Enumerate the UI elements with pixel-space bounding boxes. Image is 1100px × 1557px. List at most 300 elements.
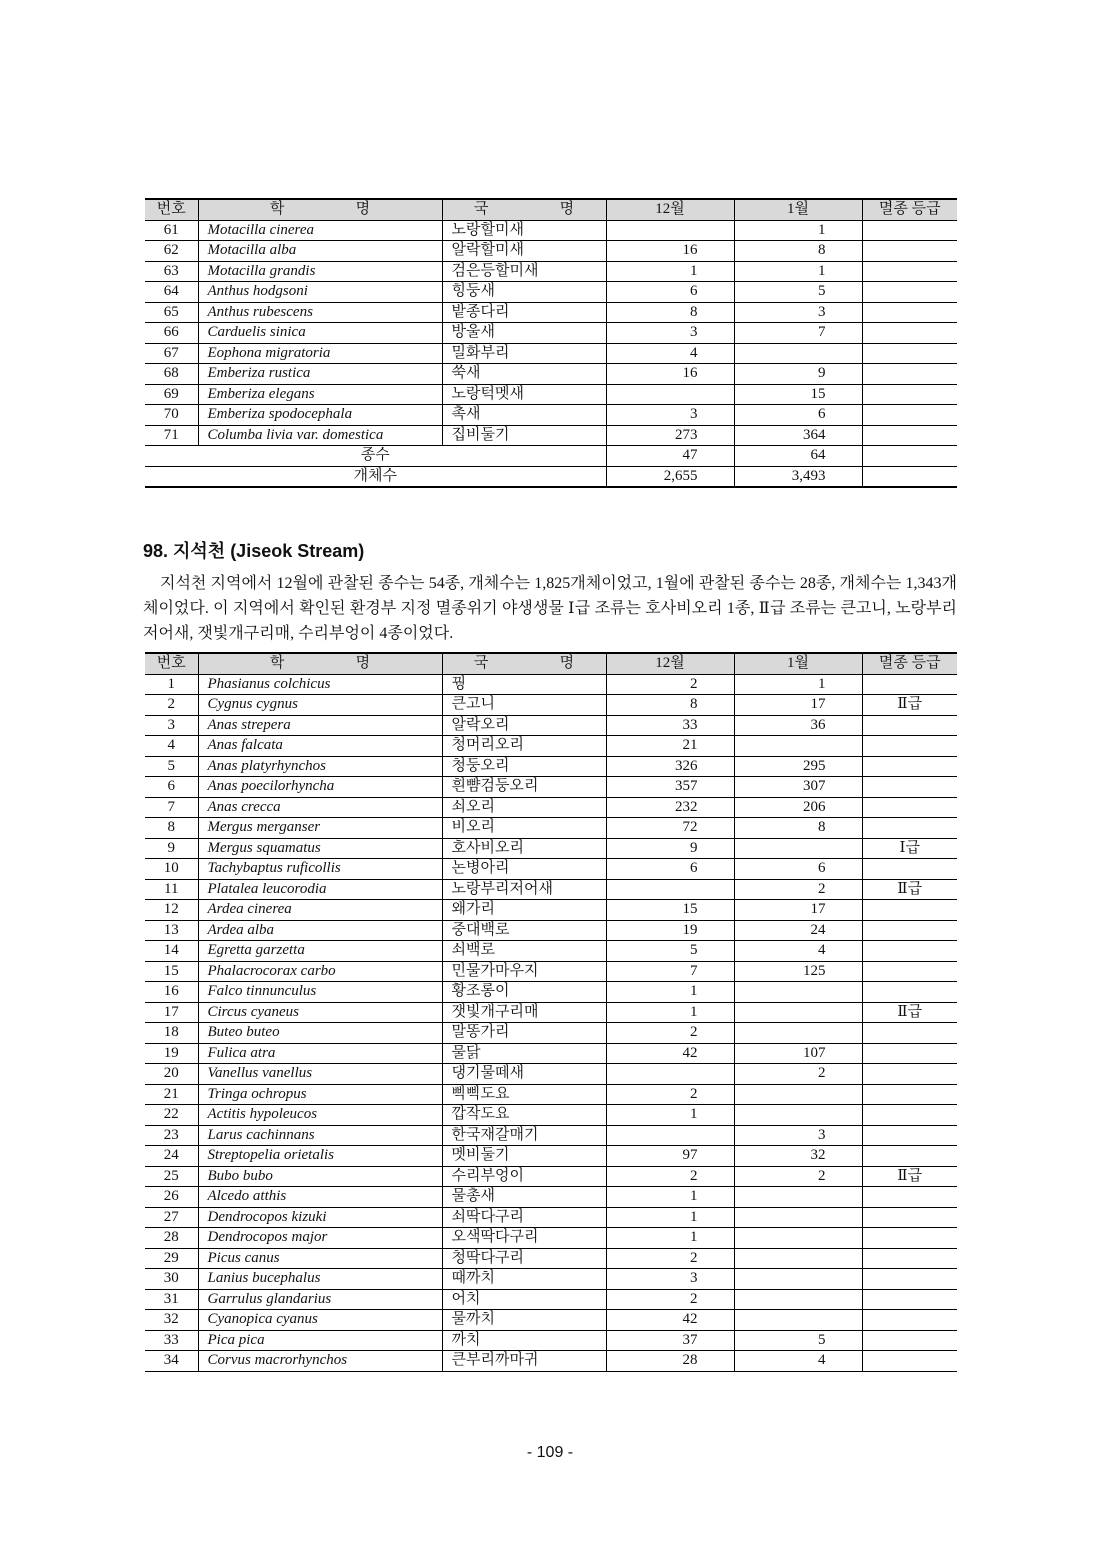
cell-december-count: 357	[606, 777, 734, 798]
cell-december-count	[606, 1125, 734, 1146]
cell-december-count: 1	[606, 1207, 734, 1228]
cell-january-count	[734, 1105, 862, 1126]
cell-january-count: 6	[734, 405, 862, 426]
page-number: - 109 -	[526, 1444, 574, 1461]
table-row	[145, 1064, 957, 1085]
cell-grade: Ⅱ급	[862, 879, 957, 900]
cell-grade	[862, 818, 957, 839]
cell-scientific-name: Dendrocopos major	[198, 1228, 442, 1249]
table-row	[145, 961, 957, 982]
cell-december-count: 5	[606, 941, 734, 962]
cell-december-count: 1	[606, 1228, 734, 1249]
cell-korean-name: 꿩	[442, 674, 606, 695]
table-row	[145, 302, 957, 323]
cell-december-count	[606, 220, 734, 241]
header-january: 1월	[734, 653, 862, 674]
cell-grade	[862, 961, 957, 982]
cell-january-count: 2	[734, 1064, 862, 1085]
cell-grade	[862, 1269, 957, 1290]
cell-january-count: 1	[734, 261, 862, 282]
total-grade	[862, 466, 957, 487]
cell-january-count: 1	[734, 674, 862, 695]
cell-january-count: 32	[734, 1146, 862, 1167]
cell-number: 10	[145, 859, 198, 880]
cell-number: 5	[145, 756, 198, 777]
cell-december-count	[606, 1064, 734, 1085]
cell-grade	[862, 1330, 957, 1351]
cell-january-count: 2	[734, 1166, 862, 1187]
cell-korean-name: 비오리	[442, 818, 606, 839]
cell-grade	[862, 1146, 957, 1167]
cell-number: 32	[145, 1310, 198, 1331]
table-row	[145, 941, 957, 962]
cell-number: 1	[145, 674, 198, 695]
cell-korean-name: 쇠오리	[442, 797, 606, 818]
header-grade: 멸종 등급	[862, 199, 957, 220]
table-row	[145, 736, 957, 757]
cell-scientific-name: Motacilla alba	[198, 241, 442, 262]
total-grade	[862, 446, 957, 467]
header-december: 12월	[606, 199, 734, 220]
total-december: 47	[606, 446, 734, 467]
cell-korean-name: 알락할미새	[442, 241, 606, 262]
cell-january-count: 17	[734, 695, 862, 716]
cell-korean-name: 댕기물떼새	[442, 1064, 606, 1085]
cell-number: 24	[145, 1146, 198, 1167]
table-row	[145, 1228, 957, 1249]
cell-january-count: 125	[734, 961, 862, 982]
cell-january-count: 5	[734, 282, 862, 303]
cell-january-count: 36	[734, 715, 862, 736]
cell-december-count: 16	[606, 241, 734, 262]
cell-grade	[862, 261, 957, 282]
section-paragraph: 지석천 지역에서 12월에 관찰된 종수는 54종, 개체수는 1,825개체이었고, 1월에 관찰된 종수는 28종, 개체수는 1,343개체이었다. 이 지역에서 확인된 환경부 지정 멸종위기 야생생물 Ⅰ급 조류는 호사비오리 1종, Ⅱ급 조류는 큰고니, 노랑부리저어새, 잿빛개구리매, 수리부엉이 4종이었다.	[143, 575, 957, 642]
table-row	[145, 879, 957, 900]
table-row	[145, 1351, 957, 1372]
cell-december-count: 2	[606, 1084, 734, 1105]
cell-number: 3	[145, 715, 198, 736]
cell-korean-name: 수리부엉이	[442, 1166, 606, 1187]
cell-grade	[862, 1207, 957, 1228]
cell-january-count: 8	[734, 818, 862, 839]
cell-korean-name: 노랑부리저어새	[442, 879, 606, 900]
cell-december-count: 8	[606, 302, 734, 323]
cell-grade	[862, 674, 957, 695]
cell-scientific-name: Fulica atra	[198, 1043, 442, 1064]
cell-grade	[862, 405, 957, 426]
cell-number: 7	[145, 797, 198, 818]
cell-number: 15	[145, 961, 198, 982]
cell-number: 27	[145, 1207, 198, 1228]
cell-korean-name: 힝둥새	[442, 282, 606, 303]
cell-grade	[862, 1105, 957, 1126]
cell-grade	[862, 715, 957, 736]
cell-december-count: 1	[606, 261, 734, 282]
cell-number: 71	[145, 425, 198, 446]
table-row	[145, 261, 957, 282]
table-row	[145, 1146, 957, 1167]
header-grade: 멸종 등급	[862, 653, 957, 674]
cell-january-count: 107	[734, 1043, 862, 1064]
cell-number: 68	[145, 364, 198, 385]
cell-korean-name: 삑삑도요	[442, 1084, 606, 1105]
cell-korean-name: 쇠백로	[442, 941, 606, 962]
cell-december-count: 8	[606, 695, 734, 716]
section-heading: 98. 지석천 (Jiseok Stream)	[143, 541, 365, 561]
cell-korean-name: 민물가마우지	[442, 961, 606, 982]
cell-december-count: 6	[606, 859, 734, 880]
cell-scientific-name: Tachybaptus ruficollis	[198, 859, 442, 880]
cell-december-count: 42	[606, 1310, 734, 1331]
cell-december-count: 3	[606, 405, 734, 426]
cell-number: 26	[145, 1187, 198, 1208]
header-scientific-name: 학 명	[198, 653, 442, 674]
cell-january-count	[734, 1023, 862, 1044]
cell-january-count	[734, 1269, 862, 1290]
table-row	[145, 282, 957, 303]
cell-korean-name: 물까치	[442, 1310, 606, 1331]
cell-scientific-name: Emberiza rustica	[198, 364, 442, 385]
table-row	[145, 405, 957, 426]
header-number: 번호	[145, 199, 198, 220]
cell-january-count: 7	[734, 323, 862, 344]
cell-january-count: 1	[734, 220, 862, 241]
cell-number: 69	[145, 384, 198, 405]
cell-scientific-name: Eophona migratoria	[198, 343, 442, 364]
species-table-previous	[145, 198, 957, 488]
cell-number: 25	[145, 1166, 198, 1187]
cell-grade	[862, 1228, 957, 1249]
cell-grade	[862, 797, 957, 818]
cell-korean-name: 집비둘기	[442, 425, 606, 446]
cell-number: 28	[145, 1228, 198, 1249]
header-december: 12월	[606, 653, 734, 674]
cell-scientific-name: Buteo buteo	[198, 1023, 442, 1044]
cell-december-count: 97	[606, 1146, 734, 1167]
cell-grade	[862, 343, 957, 364]
cell-grade	[862, 1310, 957, 1331]
cell-scientific-name: Emberiza spodocephala	[198, 405, 442, 426]
cell-scientific-name: Anthus rubescens	[198, 302, 442, 323]
cell-korean-name: 왜가리	[442, 900, 606, 921]
cell-korean-name: 노랑턱멧새	[442, 384, 606, 405]
cell-december-count: 15	[606, 900, 734, 921]
cell-december-count: 2	[606, 674, 734, 695]
cell-december-count: 72	[606, 818, 734, 839]
table-header-row	[145, 199, 957, 220]
cell-scientific-name: Streptopelia orietalis	[198, 1146, 442, 1167]
cell-scientific-name: Pica pica	[198, 1330, 442, 1351]
cell-korean-name: 알락오리	[442, 715, 606, 736]
cell-december-count	[606, 384, 734, 405]
cell-korean-name: 노랑할미새	[442, 220, 606, 241]
table-row	[145, 1084, 957, 1105]
table-row	[145, 715, 957, 736]
cell-scientific-name: Actitis hypoleucos	[198, 1105, 442, 1126]
cell-scientific-name: Tringa ochropus	[198, 1084, 442, 1105]
table-row	[145, 982, 957, 1003]
cell-grade: Ⅰ급	[862, 838, 957, 859]
cell-grade	[862, 1289, 957, 1310]
table-row	[145, 425, 957, 446]
cell-grade: Ⅱ급	[862, 695, 957, 716]
cell-january-count	[734, 838, 862, 859]
cell-december-count: 4	[606, 343, 734, 364]
cell-korean-name: 방울새	[442, 323, 606, 344]
cell-number: 9	[145, 838, 198, 859]
cell-december-count: 1	[606, 982, 734, 1003]
cell-number: 65	[145, 302, 198, 323]
table-row	[145, 384, 957, 405]
cell-december-count: 1	[606, 1187, 734, 1208]
cell-korean-name: 청머리오리	[442, 736, 606, 757]
cell-scientific-name: Ardea alba	[198, 920, 442, 941]
table-row	[145, 797, 957, 818]
cell-scientific-name: Columba livia var. domestica	[198, 425, 442, 446]
table-row	[145, 920, 957, 941]
cell-grade	[862, 777, 957, 798]
cell-december-count: 3	[606, 1269, 734, 1290]
cell-grade	[862, 756, 957, 777]
cell-january-count: 8	[734, 241, 862, 262]
cell-number: 33	[145, 1330, 198, 1351]
cell-number: 22	[145, 1105, 198, 1126]
cell-january-count	[734, 1310, 862, 1331]
cell-january-count	[734, 1248, 862, 1269]
cell-number: 20	[145, 1064, 198, 1085]
cell-korean-name: 어치	[442, 1289, 606, 1310]
cell-january-count: 5	[734, 1330, 862, 1351]
cell-scientific-name: Ardea cinerea	[198, 900, 442, 921]
cell-number: 2	[145, 695, 198, 716]
cell-number: 29	[145, 1248, 198, 1269]
cell-scientific-name: Motacilla grandis	[198, 261, 442, 282]
cell-korean-name: 밀화부리	[442, 343, 606, 364]
cell-number: 6	[145, 777, 198, 798]
cell-grade	[862, 384, 957, 405]
table-row	[145, 1105, 957, 1126]
cell-december-count: 37	[606, 1330, 734, 1351]
cell-scientific-name: Larus cachinnans	[198, 1125, 442, 1146]
cell-grade	[862, 900, 957, 921]
cell-scientific-name: Mergus squamatus	[198, 838, 442, 859]
table-row	[145, 1330, 957, 1351]
cell-number: 18	[145, 1023, 198, 1044]
cell-january-count	[734, 982, 862, 1003]
cell-scientific-name: Anthus hodgsoni	[198, 282, 442, 303]
cell-korean-name: 멧비둘기	[442, 1146, 606, 1167]
cell-number: 64	[145, 282, 198, 303]
cell-scientific-name: Anas poecilorhyncha	[198, 777, 442, 798]
cell-number: 4	[145, 736, 198, 757]
cell-scientific-name: Emberiza elegans	[198, 384, 442, 405]
cell-january-count: 4	[734, 941, 862, 962]
cell-december-count: 33	[606, 715, 734, 736]
cell-korean-name: 물닭	[442, 1043, 606, 1064]
cell-grade	[862, 364, 957, 385]
table-row	[145, 900, 957, 921]
table-row	[145, 1248, 957, 1269]
cell-grade	[862, 941, 957, 962]
cell-number: 31	[145, 1289, 198, 1310]
cell-grade	[862, 1248, 957, 1269]
cell-scientific-name: Falco tinnunculus	[198, 982, 442, 1003]
cell-scientific-name: Cyanopica cyanus	[198, 1310, 442, 1331]
cell-scientific-name: Garrulus glandarius	[198, 1289, 442, 1310]
cell-korean-name: 밭종다리	[442, 302, 606, 323]
cell-january-count: 206	[734, 797, 862, 818]
header-scientific-name: 학 명	[198, 199, 442, 220]
cell-grade	[862, 425, 957, 446]
cell-scientific-name: Anas platyrhynchos	[198, 756, 442, 777]
cell-december-count: 2	[606, 1248, 734, 1269]
cell-january-count: 6	[734, 859, 862, 880]
cell-january-count: 3	[734, 1125, 862, 1146]
cell-scientific-name: Alcedo atthis	[198, 1187, 442, 1208]
table-row	[145, 1002, 957, 1023]
cell-december-count: 19	[606, 920, 734, 941]
header-korean-name: 국 명	[442, 199, 606, 220]
table-row	[145, 1269, 957, 1290]
cell-scientific-name: Platalea leucorodia	[198, 879, 442, 900]
cell-korean-name: 말똥가리	[442, 1023, 606, 1044]
cell-grade	[862, 920, 957, 941]
cell-korean-name: 중대백로	[442, 920, 606, 941]
cell-december-count: 2	[606, 1166, 734, 1187]
cell-grade: Ⅱ급	[862, 1166, 957, 1187]
cell-korean-name: 큰부리까마귀	[442, 1351, 606, 1372]
cell-number: 11	[145, 879, 198, 900]
cell-january-count: 295	[734, 756, 862, 777]
cell-scientific-name: Carduelis sinica	[198, 323, 442, 344]
cell-number: 19	[145, 1043, 198, 1064]
table-row	[145, 1207, 957, 1228]
cell-scientific-name: Corvus macrorhynchos	[198, 1351, 442, 1372]
cell-korean-name: 청딱다구리	[442, 1248, 606, 1269]
cell-number: 70	[145, 405, 198, 426]
cell-scientific-name: Mergus merganser	[198, 818, 442, 839]
species-table-jiseok	[145, 652, 957, 1372]
table-row	[145, 323, 957, 344]
table-row	[145, 1125, 957, 1146]
cell-number: 63	[145, 261, 198, 282]
cell-grade	[862, 1043, 957, 1064]
cell-korean-name: 검은등할미새	[442, 261, 606, 282]
cell-number: 21	[145, 1084, 198, 1105]
table-row	[145, 695, 957, 716]
header-number: 번호	[145, 653, 198, 674]
cell-grade	[862, 859, 957, 880]
cell-january-count	[734, 736, 862, 757]
cell-january-count	[734, 343, 862, 364]
cell-december-count: 9	[606, 838, 734, 859]
cell-january-count	[734, 1228, 862, 1249]
cell-december-count: 42	[606, 1043, 734, 1064]
table-header-row	[145, 653, 957, 674]
cell-scientific-name: Bubo bubo	[198, 1166, 442, 1187]
header-korean-name: 국 명	[442, 653, 606, 674]
cell-january-count: 364	[734, 425, 862, 446]
total-december: 2,655	[606, 466, 734, 487]
cell-january-count	[734, 1002, 862, 1023]
cell-scientific-name: Phasianus colchicus	[198, 674, 442, 695]
cell-scientific-name: Vanellus vanellus	[198, 1064, 442, 1085]
cell-scientific-name: Cygnus cygnus	[198, 695, 442, 716]
cell-scientific-name: Anas crecca	[198, 797, 442, 818]
cell-korean-name: 청둥오리	[442, 756, 606, 777]
cell-january-count	[734, 1289, 862, 1310]
cell-december-count: 3	[606, 323, 734, 344]
cell-korean-name: 흰뺨검둥오리	[442, 777, 606, 798]
cell-number: 8	[145, 818, 198, 839]
table-row	[145, 818, 957, 839]
cell-number: 23	[145, 1125, 198, 1146]
cell-grade	[862, 241, 957, 262]
cell-korean-name: 깝작도요	[442, 1105, 606, 1126]
cell-grade	[862, 736, 957, 757]
table-row	[145, 220, 957, 241]
cell-grade	[862, 982, 957, 1003]
cell-january-count	[734, 1187, 862, 1208]
cell-january-count: 307	[734, 777, 862, 798]
cell-grade: Ⅱ급	[862, 1002, 957, 1023]
cell-korean-name: 쑥새	[442, 364, 606, 385]
cell-korean-name: 물총새	[442, 1187, 606, 1208]
table-row	[145, 364, 957, 385]
cell-december-count: 2	[606, 1289, 734, 1310]
cell-january-count: 2	[734, 879, 862, 900]
cell-december-count: 7	[606, 961, 734, 982]
table-row	[145, 1043, 957, 1064]
cell-december-count: 16	[606, 364, 734, 385]
cell-scientific-name: Phalacrocorax carbo	[198, 961, 442, 982]
cell-scientific-name: Anas strepera	[198, 715, 442, 736]
cell-korean-name: 촉새	[442, 405, 606, 426]
cell-number: 14	[145, 941, 198, 962]
cell-scientific-name: Anas falcata	[198, 736, 442, 757]
cell-grade	[862, 1351, 957, 1372]
cell-korean-name: 때까치	[442, 1269, 606, 1290]
cell-december-count: 1	[606, 1002, 734, 1023]
cell-grade	[862, 1023, 957, 1044]
cell-january-count: 4	[734, 1351, 862, 1372]
cell-grade	[862, 220, 957, 241]
table-row	[145, 777, 957, 798]
cell-number: 34	[145, 1351, 198, 1372]
header-january: 1월	[734, 199, 862, 220]
cell-korean-name: 논병아리	[442, 859, 606, 880]
cell-grade	[862, 302, 957, 323]
cell-grade	[862, 1187, 957, 1208]
total-row	[145, 446, 957, 467]
table-row	[145, 1289, 957, 1310]
cell-january-count	[734, 1084, 862, 1105]
cell-january-count	[734, 1207, 862, 1228]
cell-korean-name: 까치	[442, 1330, 606, 1351]
cell-korean-name: 오색딱다구리	[442, 1228, 606, 1249]
cell-grade	[862, 1084, 957, 1105]
cell-korean-name: 황조롱이	[442, 982, 606, 1003]
table-row	[145, 1310, 957, 1331]
cell-number: 30	[145, 1269, 198, 1290]
cell-grade	[862, 1064, 957, 1085]
total-label: 종수	[145, 446, 606, 467]
table-row	[145, 1166, 957, 1187]
cell-korean-name: 쇠딱다구리	[442, 1207, 606, 1228]
table-row	[145, 1187, 957, 1208]
cell-december-count: 6	[606, 282, 734, 303]
table-row	[145, 674, 957, 695]
